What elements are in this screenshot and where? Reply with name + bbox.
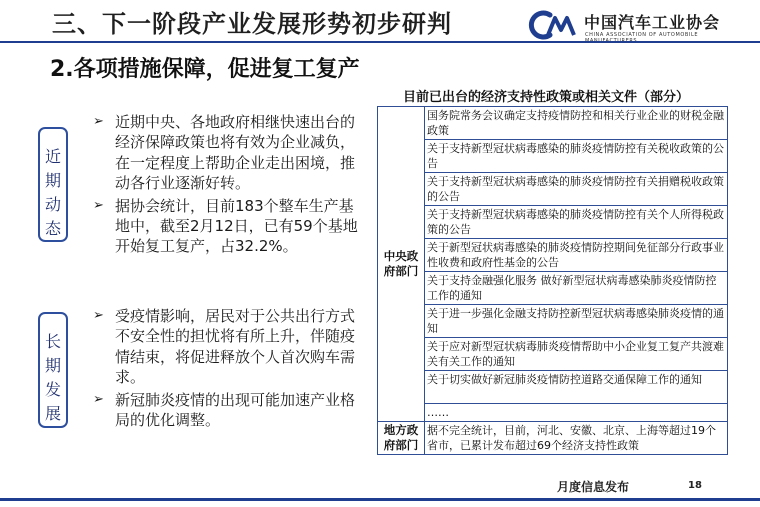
- policy-item-ellipsis: ……: [425, 404, 728, 422]
- recent-bullets: [93, 112, 363, 259]
- table-row: [378, 422, 728, 455]
- caam-logo-icon: [528, 10, 582, 40]
- recent-label-char: 近: [44, 147, 61, 166]
- policy-item: 关于应对新型冠状病毒肺炎疫情帮助中小企业复工复产共渡难关有关工作的通知: [425, 338, 728, 371]
- policy-item: 关于切实做好新冠肺炎疫情防控道路交通保障工作的通知: [425, 371, 728, 404]
- policy-item: 关于支持新型冠状病毒感染的肺炎疫情防控有关税收政策的公告: [425, 140, 728, 173]
- policy-item: 关于新型冠状病毒感染的肺炎疫情防控期间免征部分行政事业性收费和政府性基金的公告: [425, 239, 728, 272]
- page-title: 三、下一阶段产业发展形势初步研判: [52, 10, 452, 38]
- table-row: [378, 371, 728, 404]
- table-row: [378, 173, 728, 206]
- bullet-item: [93, 390, 363, 431]
- bullet-text: 据协会统计，目前183个整车生产基地中，截至2月12日，已有59个基地开始复工复产，占32.2%。: [115, 196, 358, 256]
- long-term-bullets: [93, 306, 363, 432]
- table-row: [378, 140, 728, 173]
- bullet-arrow-icon: ➢: [93, 197, 104, 213]
- bullet-arrow-icon: ➢: [93, 114, 104, 129]
- long-label-char: 发: [44, 380, 61, 399]
- recent-label-char: 态: [44, 219, 61, 238]
- bullet-item: [93, 112, 363, 194]
- table-row: [378, 404, 728, 422]
- recent-label-char: 期: [44, 171, 61, 190]
- bullet-text: 近期中央、各地政府相继快速出台的经济保障政策也将有效为企业减负，在一定程度上帮助企业走出困境，推动各行业逐渐好转。: [115, 113, 356, 193]
- local-policy-summary: 据不完全统计，目前，河北、安徽、北京、上海等超过19个省市，已累计发布超过69个经济支持性政策: [425, 422, 728, 455]
- long-term-label: [38, 312, 68, 428]
- footer-divider: [0, 498, 760, 501]
- page-number: 18: [688, 480, 702, 491]
- table-row: [378, 206, 728, 239]
- section-subtitle: 2.各项措施保障，促进复工复产: [50, 57, 360, 82]
- policy-item: 国务院常务会议确定支持疫情防控和相关行业企业的财税金融政策: [425, 107, 728, 140]
- table-row: [378, 239, 728, 272]
- footer-label: 月度信息发布: [557, 480, 630, 494]
- policy-item: 关于支持金融强化服务 做好新型冠状病毒感染肺炎疫情防控工作的通知: [425, 272, 728, 305]
- recent-label-char: 动: [44, 195, 61, 214]
- long-label-char: 展: [44, 404, 61, 423]
- table-row: [378, 107, 728, 140]
- bullet-item: [93, 306, 363, 388]
- central-government-cell: 中央政府部门: [378, 107, 425, 422]
- long-label-char: 长: [44, 332, 61, 351]
- long-label-char: 期: [44, 356, 61, 375]
- bullet-text: 受疫情影响，居民对于公共出行方式不安全性的担忧将有所上升，伴随疫情结束，将促进释放个人首次购车需求。: [115, 307, 356, 387]
- table-row: [378, 272, 728, 305]
- recent-trends-label: [38, 127, 68, 242]
- policy-item: 关于支持新型冠状病毒感染的肺炎疫情防控有关捐赠税收政策的公告: [425, 173, 728, 206]
- policy-item: 关于进一步强化金融支持防控新型冠状病毒感染肺炎疫情的通知: [425, 305, 728, 338]
- policy-table: [377, 106, 728, 455]
- logo: [528, 8, 748, 44]
- bullet-arrow-icon: ➢: [93, 391, 104, 407]
- bullet-text: 新冠肺炎疫情的出现可能加速产业格局的优化调整。: [115, 390, 356, 430]
- bullet-arrow-icon: ➢: [93, 308, 104, 323]
- header-divider: [0, 41, 760, 43]
- bullet-item: [93, 196, 363, 257]
- table-title: 目前已出台的经济支持性政策或相关文件（部分）: [403, 90, 690, 105]
- local-government-cell: 地方政府部门: [378, 422, 425, 455]
- table-row: [378, 305, 728, 338]
- logo-text-en: CHINA ASSOCIATION OF AUTOMOBILE: [585, 32, 699, 38]
- logo-text-cn: 中国汽车工业协会: [584, 13, 721, 32]
- policy-item: 关于支持新型冠状病毒感染的肺炎疫情防控有关个人所得税政策的公告: [425, 206, 728, 239]
- table-row: [378, 338, 728, 371]
